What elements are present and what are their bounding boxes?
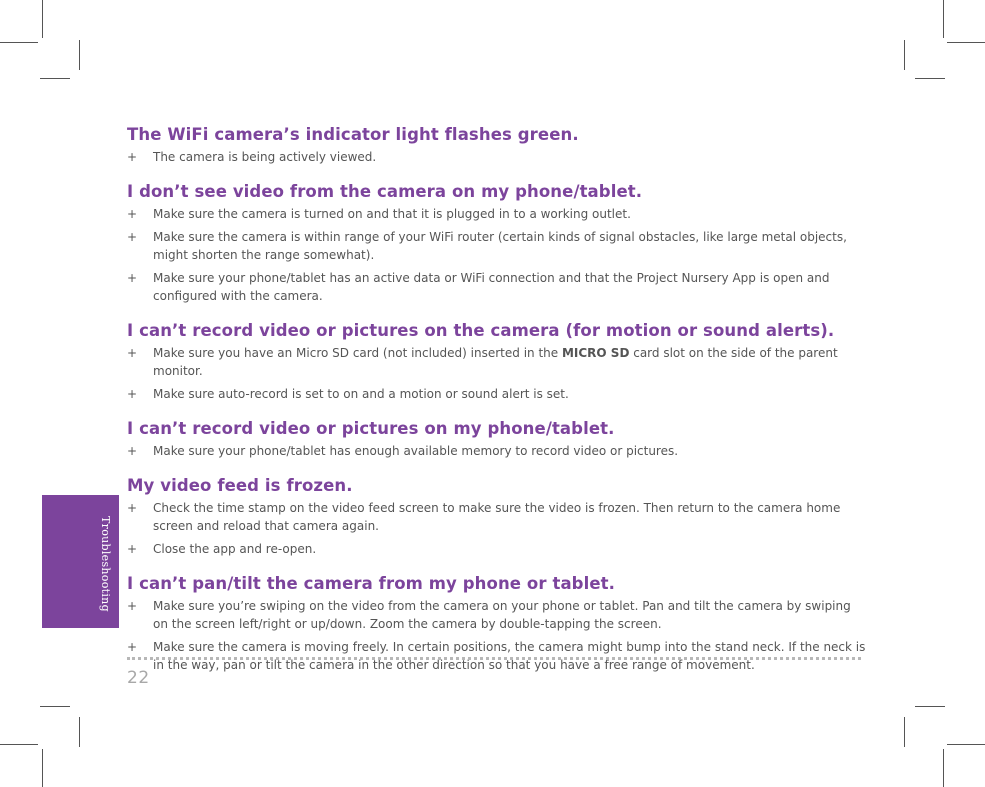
plus-icon: + (127, 230, 138, 244)
list-item (127, 205, 867, 223)
dotted-divider (127, 657, 861, 660)
list-item-text: Make sure you have an Micro SD card (not included) inserted in the (153, 346, 562, 360)
faq-heading: I don’t see video from the camera on my phone/tablet. (127, 182, 643, 201)
crop-mark (904, 717, 905, 747)
list-item-text: Close the app and re-open. (153, 542, 317, 556)
crop-mark (0, 42, 38, 43)
list-item-text: Make sure your phone/tablet has enough available memory to record video or pictures. (153, 444, 679, 458)
list-item (127, 540, 867, 558)
crop-mark (42, 749, 43, 787)
plus-icon: + (127, 501, 138, 515)
list-item (127, 385, 867, 403)
crop-mark (947, 744, 985, 745)
faq-heading: My video feed is frozen. (127, 476, 353, 495)
list-item-text: Make sure the camera is moving freely. In certain positions, the camera might bump into the stand neck. If the neck is in the way, pan or tilt the camera in the other direction so that you have a free range of movement. (153, 640, 866, 672)
crop-mark (947, 42, 985, 43)
list-item (127, 148, 867, 166)
list-item-text: Make sure auto-record is set to on and a motion or sound alert is set. (153, 387, 569, 401)
faq-section (127, 321, 867, 403)
faq-section (127, 125, 867, 166)
faq-heading: I can’t record video or pictures on the camera (for motion or sound alerts). (127, 321, 835, 340)
faq-section (127, 182, 867, 305)
crop-mark (915, 706, 945, 707)
list-item (127, 638, 867, 674)
list-item (127, 442, 867, 460)
list-item-text: Make sure the camera is turned on and that it is plugged in to a working outlet. (153, 207, 631, 221)
crop-mark (943, 749, 944, 787)
crop-mark (915, 78, 945, 79)
plus-icon: + (127, 387, 138, 401)
faq-section (127, 419, 867, 460)
list-item-text: Check the time stamp on the video feed screen to make sure the video is frozen. Then return to the camera home screen and reload that camera again. (153, 501, 841, 533)
plus-icon: + (127, 346, 138, 360)
crop-mark (904, 40, 905, 70)
crop-mark (40, 706, 70, 707)
faq-section (127, 476, 867, 558)
slot-label: MICRO SD (561, 346, 630, 360)
faq-heading: I can’t pan/tilt the camera from my phone or tablet. (127, 574, 615, 593)
list-item (127, 344, 867, 380)
faq-heading: The WiFi camera’s indicator light flashes green. (127, 125, 579, 144)
list-item (127, 597, 867, 633)
crop-mark (943, 0, 944, 38)
list-item-text: Make sure the camera is within range of your WiFi router (certain kinds of signal obstacles, like large metal objects, might shorten the range somewhat). (153, 230, 847, 262)
plus-icon: + (127, 150, 138, 164)
list-item-text: Make sure you’re swiping on the video from the camera on your phone or tablet. Pan and tilt the camera by swiping on the screen left/right or up/down. Zoom the camera by double-tapping the screen. (153, 599, 851, 631)
plus-icon: + (127, 207, 138, 221)
plus-icon: + (127, 444, 138, 458)
plus-icon: + (127, 599, 138, 613)
list-item-text: The camera is being actively viewed. (153, 150, 377, 164)
list-item (127, 499, 867, 535)
list-item-text: Make sure your phone/tablet has an active data or WiFi connection and that the Project Nursery App is open and configured with the camera. (153, 271, 830, 303)
crop-mark (40, 78, 70, 79)
faq-heading: I can’t record video or pictures on my phone/tablet. (127, 419, 615, 438)
section-tab-label: Troubleshooting (99, 516, 112, 612)
plus-icon: + (127, 542, 138, 556)
troubleshooting-content (127, 125, 867, 690)
plus-icon: + (127, 271, 138, 285)
plus-icon: + (127, 640, 138, 654)
crop-mark (42, 0, 43, 38)
crop-mark (79, 40, 80, 70)
page-number: 22 (127, 668, 150, 688)
list-item-text: card slot on the side of the parent monitor. (153, 346, 838, 378)
list-item (127, 269, 867, 305)
list-item (127, 228, 867, 264)
crop-mark (79, 717, 80, 747)
crop-mark (0, 744, 38, 745)
